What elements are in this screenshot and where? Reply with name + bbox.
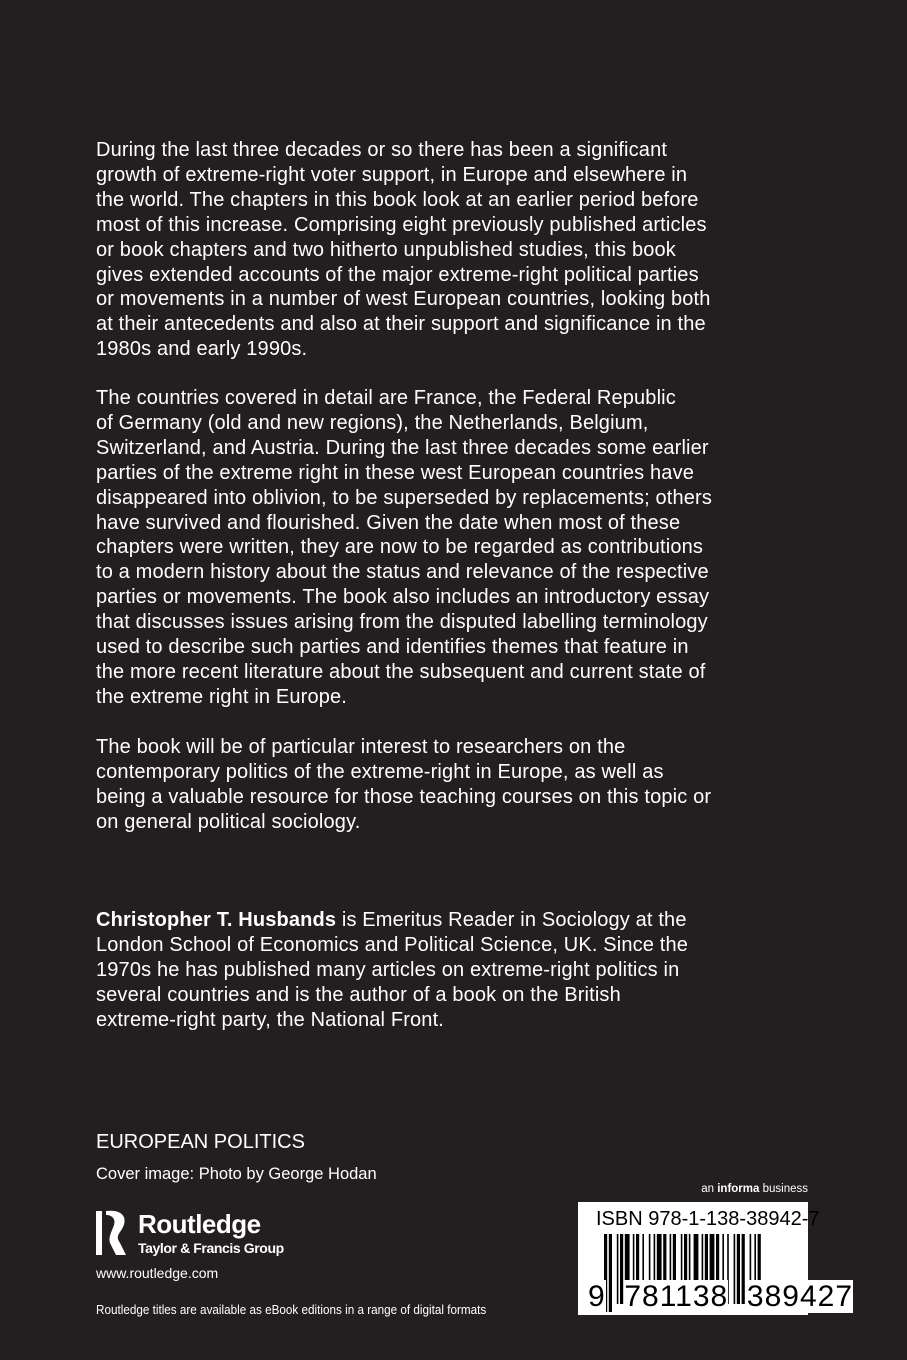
text-line: chapters were written, they are now to be regarded as contributions <box>96 536 704 559</box>
author-bio-text: is Emeritus Reader in Sociology at the <box>336 909 687 931</box>
text-line: or movements in a number of west European countries, looking both <box>96 288 711 311</box>
isbn-barcode <box>578 1202 854 1315</box>
routledge-r-icon <box>96 1209 130 1257</box>
text-line: extreme-right party, the National Front. <box>96 1008 444 1031</box>
text-line: most of this increase. Comprising eight previously published articles <box>96 213 707 236</box>
text-line: Switzerland, and Austria. During the last three decades some earlier <box>96 436 709 459</box>
text-line: The book will be of particular interest to researchers on the <box>96 736 626 758</box>
ebook-note: Routledge titles are available as eBook editions in a range of digital formats <box>96 1302 487 1317</box>
text-line: parties of the extreme right in these west European countries have <box>96 461 695 484</box>
description-paragraph-2 <box>96 386 712 710</box>
isbn-label: ISBN 978-1-138-38942-7 <box>596 1208 820 1230</box>
publisher-group: Taylor & Francis Group <box>138 1240 284 1256</box>
text-line: several countries and is the author of a book on the British <box>96 983 621 1006</box>
text-line: the more recent literature about the subsequent and current state of <box>96 660 706 683</box>
text-line: at their antecedents and also at their support and significance in the <box>96 313 706 336</box>
informa-tagline: an informa business <box>701 1183 808 1195</box>
text-line: that discusses issues arising from the disputed labelling terminology <box>96 611 708 634</box>
text-line: London School of Economics and Political Science, UK. Since the <box>96 933 689 956</box>
routledge-logo <box>96 1209 296 1259</box>
text-line: the world. The chapters in this book look at an earlier period before <box>96 188 699 211</box>
text-line: parties or movements. The book also includes an introductory essay <box>96 586 710 609</box>
text-line: 1980s and early 1990s. <box>96 338 308 361</box>
text-line: contemporary politics of the extreme-right in Europe, as well as <box>96 760 664 783</box>
author-bio-lines <box>96 933 688 1033</box>
author-bio <box>96 908 688 1033</box>
description-paragraph-3 <box>96 735 711 835</box>
text-line: used to describe such parties and identifies themes that feature in <box>96 636 689 659</box>
text-line: of Germany (old and new regions), the Netherlands, Belgium, <box>96 411 649 434</box>
publisher-url[interactable]: www.routledge.com <box>96 1265 219 1281</box>
description-paragraph-1 <box>96 138 711 362</box>
text-line: The countries covered in detail are France, the Federal Republic <box>96 387 676 409</box>
text-line: disappeared into oblivion, to be superseded by replacements; others <box>96 486 712 509</box>
cover-credit: Cover image: Photo by George Hodan <box>96 1165 377 1183</box>
text-line: growth of extreme-right voter support, in Europe and elsewhere in <box>96 163 688 186</box>
text-line: on general political sociology. <box>96 810 361 833</box>
text-line: or book chapters and two hitherto unpublished studies, this book <box>96 238 676 261</box>
text-line: to a modern history about the status and relevance of the respective <box>96 561 709 584</box>
author-name: Christopher T. Husbands <box>96 909 337 931</box>
series-name: EUROPEAN POLITICS <box>96 1131 305 1153</box>
barcode-digits: 9 781138 389427 <box>588 1280 854 1313</box>
text-line: the extreme right in Europe. <box>96 685 347 708</box>
publisher-name: Routledge <box>138 1209 261 1239</box>
text-line: 1970s he has published many articles on extreme-right politics in <box>96 958 680 981</box>
text-line: gives extended accounts of the major extreme-right political parties <box>96 263 699 286</box>
text-line: have survived and flourished. Given the date when most of these <box>96 511 681 534</box>
text-line: During the last three decades or so there has been a significant <box>96 139 668 161</box>
text-line: being a valuable resource for those teaching courses on this topic or <box>96 785 712 808</box>
